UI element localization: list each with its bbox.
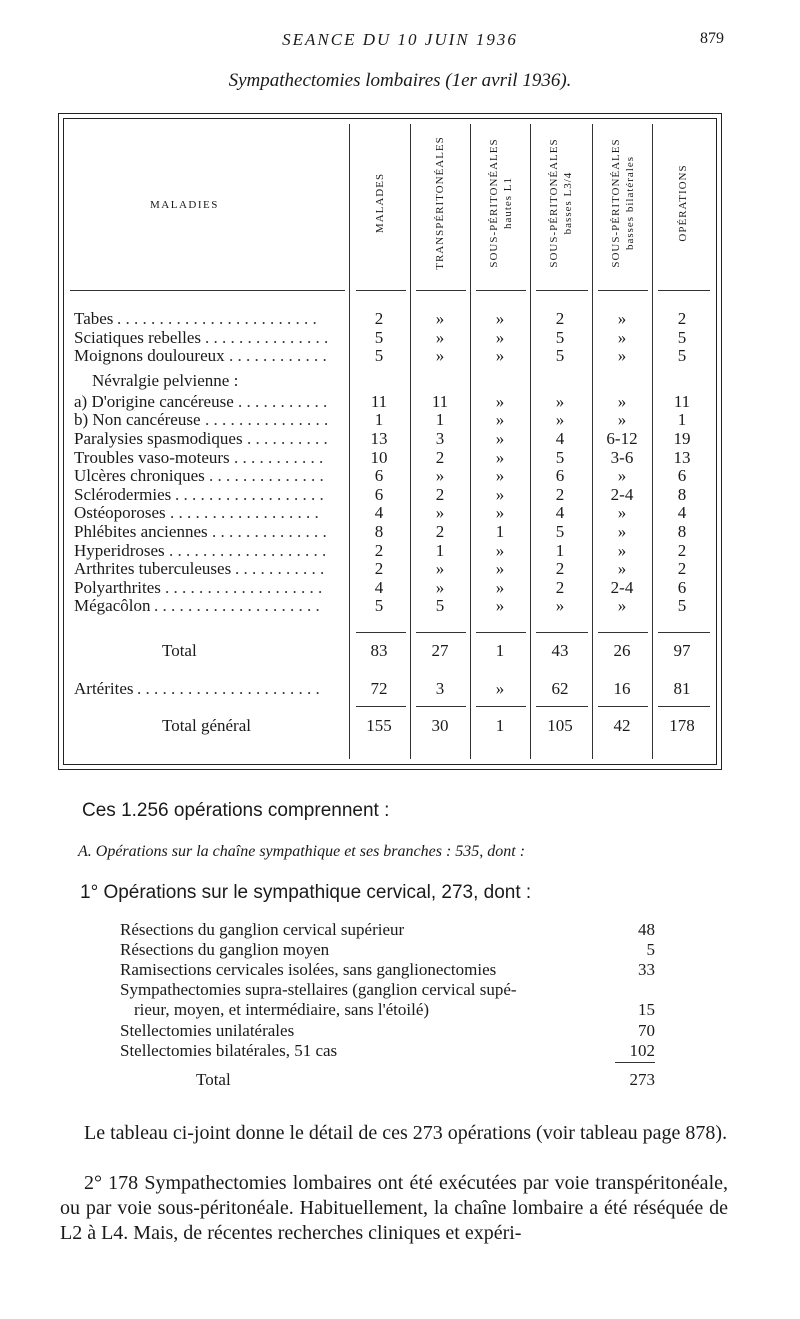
row-label: Artérites [74, 679, 134, 698]
header-rule [416, 290, 466, 291]
row-label: Mégacôlon [74, 596, 151, 616]
table-cell: 2 [555, 309, 565, 328]
leader-dots: . . . . . . . . . . . . . . . . . . . . . . . . [117, 309, 317, 328]
table-cell: » [495, 540, 505, 560]
table-row [0, 485, 800, 503]
table-cell: » [555, 596, 565, 616]
column-header-sous-peritoneales-basses: SOUS-PÉRITONÉALES [548, 138, 560, 268]
table-row [0, 371, 800, 389]
operation-item [120, 1000, 655, 1020]
table-cell: 81 [673, 679, 691, 698]
leader-dots: . . . . . . . . . . . [238, 391, 328, 411]
column-header-transperitoneales: TRANSPÉRITONÉALES [434, 136, 446, 270]
total-value: 273 [629, 1070, 655, 1089]
table-row [0, 503, 800, 521]
table-cell: 105 [547, 716, 573, 735]
table-cell: 1 [435, 410, 445, 430]
table-cell: 11 [431, 391, 449, 411]
table-cell: 5 [555, 447, 565, 467]
table-cell: 2 [555, 559, 565, 579]
table-cell: » [435, 559, 445, 579]
operation-count: 48 [638, 920, 655, 939]
total-rule [598, 632, 648, 633]
table-cell: » [617, 540, 627, 560]
table-cell: 3-6 [610, 447, 634, 467]
table-row [0, 641, 800, 659]
table-cell: » [495, 410, 505, 430]
table-cell: 2 [555, 484, 565, 504]
row-label: Tabes [74, 309, 114, 328]
table-cell: 5 [677, 327, 687, 347]
table-row [0, 466, 800, 484]
total-rule [536, 632, 588, 633]
row-label: Sclérodermies [74, 484, 172, 504]
table-cell: » [617, 327, 627, 347]
table-cell: 5 [555, 522, 565, 541]
table-cell: » [435, 346, 445, 366]
table-row [0, 541, 800, 559]
operation-label: Stellectomies unilatérales [120, 1021, 295, 1040]
table-cell: 5 [374, 596, 384, 616]
table-cell: 83 [370, 641, 388, 660]
table-row [0, 716, 800, 734]
header-rule [476, 290, 526, 291]
table-cell: 1 [677, 410, 687, 430]
total-rule [416, 632, 466, 633]
table-cell: » [495, 466, 505, 486]
column-subheader-bilaterales: basses bilatérales [624, 155, 636, 251]
operation-item [120, 960, 655, 980]
table-row [0, 522, 800, 540]
section-1-heading: 1° Opérations sur le sympathique cervical, 273, dont : [80, 882, 532, 903]
column-header-malades: MALADES [374, 172, 386, 234]
total-rule [658, 632, 710, 633]
row-label: a) D'origine cancéreuse [74, 391, 234, 411]
table-cell: » [617, 503, 627, 523]
table-cell: » [495, 596, 505, 616]
table-cell: » [555, 410, 565, 430]
table-cell: 16 [613, 679, 631, 698]
table-row [0, 328, 800, 346]
table-cell: » [435, 309, 445, 328]
table-cell: 5 [677, 346, 687, 366]
table-cell: 155 [366, 716, 392, 735]
leader-dots: . . . . . . . . . . . . . . . . . . . . . . [137, 679, 320, 698]
row-label: Arthrites tuberculeuses [74, 559, 232, 579]
table-cell: » [495, 679, 505, 698]
table-cell: 42 [613, 716, 631, 735]
section-a-heading: A. Opérations sur la chaîne sympathique et ses branches : 535, dont : [78, 843, 526, 860]
table-cell: 97 [673, 641, 691, 660]
table-cell: 4 [374, 503, 384, 523]
table-cell: 3 [435, 679, 445, 698]
running-title: SEANCE DU 10 JUIN 1936 [282, 30, 518, 49]
table-cell: 5 [555, 346, 565, 366]
total-rule [658, 706, 710, 707]
table-cell: 2 [677, 309, 687, 328]
row-label: Phlébites anciennes [74, 522, 208, 541]
table-cell: » [495, 577, 505, 597]
table-cell: 1 [374, 410, 384, 430]
table-cell: 2-4 [610, 577, 634, 597]
operation-label: Stellectomies bilatérales, 51 cas [120, 1041, 338, 1060]
intro-line: Ces 1.256 opérations comprennent : [82, 800, 390, 821]
table-cell: 27 [431, 641, 449, 660]
total-rule [356, 706, 406, 707]
row-label: Total général [162, 716, 251, 735]
row-label: Polyarthrites [74, 577, 161, 597]
table-cell: 43 [551, 641, 569, 660]
row-label: Hyperidroses [74, 540, 165, 560]
row-label: Sciatiques rebelles [74, 327, 201, 347]
table-cell: » [495, 503, 505, 523]
leader-dots: . . . . . . . . . . . . . . . . . . [175, 484, 324, 504]
operation-count: 102 [629, 1041, 655, 1060]
table-cell: 4 [677, 503, 687, 523]
header-rule [536, 290, 588, 291]
table-cell: 6 [374, 484, 384, 504]
table-cell: 5 [374, 327, 384, 347]
table-cell: 2 [374, 559, 384, 579]
table-row [0, 410, 800, 428]
total-rule [598, 706, 648, 707]
leader-dots: . . . . . . . . . . . . . . . . . . . . [154, 596, 320, 616]
table-cell: » [495, 484, 505, 504]
table-cell: » [435, 503, 445, 523]
table-cell: 2-4 [610, 484, 634, 504]
table-row [0, 429, 800, 447]
table-cell: » [617, 391, 627, 411]
table-cell: 30 [431, 716, 449, 735]
table-cell: » [617, 309, 627, 328]
table-cell: 11 [673, 391, 691, 411]
sum-rule [615, 1062, 655, 1063]
leader-dots: . . . . . . . . . . . . . . [209, 466, 324, 486]
operation-label: Ramisections cervicales isolées, sans ganglionectomies [120, 960, 497, 979]
column-header-sous-peritoneales-bilaterales: SOUS-PÉRITONÉALES [610, 138, 622, 268]
table-cell: 2 [677, 540, 687, 560]
table-cell: » [495, 346, 505, 366]
column-header-sous-peritoneales-hautes: SOUS-PÉRITONÉALES [488, 138, 500, 268]
page-number: 879 [700, 30, 724, 47]
table-cell: » [495, 309, 505, 328]
table-cell: 6 [677, 466, 687, 486]
paragraph-2: 2° 178 Sympathectomies lombaires ont été exécutées par voie transpéritonéale, ou par voie sous-péritonéale. Habituellement, la chaîne lombaire a été réséquée de L2 à L4. Mais, de récentes recherches cliniques et expéri- [60, 1172, 728, 1244]
table-row [0, 596, 800, 614]
header-rule [356, 290, 406, 291]
total-rule [416, 706, 466, 707]
table-title: Sympathectomies lombaires (1er avril 1936). [228, 70, 572, 91]
table-cell: 2 [435, 484, 445, 504]
operation-item [120, 1021, 655, 1041]
leader-dots: . . . . . . . . . . . . [229, 346, 327, 366]
leader-dots: . . . . . . . . . . . . . . [212, 522, 327, 541]
table-cell: » [617, 466, 627, 486]
running-header [0, 30, 800, 54]
table-cell: 5 [555, 327, 565, 347]
operation-item [120, 980, 655, 1000]
table-cell: » [495, 327, 505, 347]
table-cell: 6 [555, 466, 565, 486]
table-cell: » [617, 559, 627, 579]
table-cell: » [617, 410, 627, 430]
table-cell: 2 [435, 447, 445, 467]
table-cell: 13 [673, 447, 691, 467]
table-cell: 2 [374, 540, 384, 560]
table-cell: 2 [555, 577, 565, 597]
row-label: b) Non cancéreuse [74, 410, 201, 430]
operation-count: 15 [638, 1000, 655, 1019]
table-cell: » [435, 577, 445, 597]
table-cell: » [495, 391, 505, 411]
table-cell: 62 [551, 679, 569, 698]
operation-item [120, 1041, 655, 1061]
leader-dots: . . . . . . . . . . . . . . . [205, 327, 329, 347]
table-cell: 178 [669, 716, 695, 735]
leader-dots: . . . . . . . . . . . [235, 559, 325, 579]
column-subheader-basses: basses L3/4 [562, 171, 574, 235]
leader-dots: . . . . . . . . . . [247, 429, 328, 448]
table-row [0, 679, 800, 697]
table-cell: 11 [370, 391, 388, 411]
leader-dots: . . . . . . . . . . . . . . . . . . [170, 503, 319, 523]
table-row [0, 392, 800, 410]
header-rule [70, 290, 345, 291]
total-rule [536, 706, 588, 707]
total-rule [476, 632, 526, 633]
table-cell: 1 [555, 540, 565, 560]
table-cell: » [495, 429, 505, 448]
leader-dots: . . . . . . . . . . . . . . . . . . . [169, 540, 327, 560]
table-cell: 1 [495, 641, 505, 660]
row-label: Moignons douloureux [74, 346, 225, 366]
row-header-maladies: MALADIES [150, 199, 219, 211]
total-label: Total [196, 1070, 231, 1089]
table-cell: 6 [374, 466, 384, 486]
paragraph-1: Le tableau ci-joint donne le détail de ces 273 opérations (voir tableau page 878). [84, 1122, 728, 1144]
table-cell: 1 [495, 522, 505, 541]
table-row [0, 559, 800, 577]
leader-dots: . . . . . . . . . . . . . . . [205, 410, 329, 430]
row-label: Troubles vaso-moteurs [74, 447, 230, 467]
row-label: Névralgie pelvienne : [92, 370, 239, 390]
table-cell: 2 [374, 309, 384, 328]
table-cell: 19 [673, 429, 691, 448]
table-cell: 26 [613, 641, 631, 660]
table-cell: 2 [435, 522, 445, 541]
table-cell: » [617, 346, 627, 366]
column-header-operations: OPÉRATIONS [677, 164, 689, 242]
table-cell: » [617, 596, 627, 616]
leader-dots: . . . . . . . . . . . [234, 447, 324, 467]
table-cell: 4 [555, 429, 565, 448]
table-cell: 8 [374, 522, 384, 541]
table-cell: 72 [370, 679, 388, 698]
total-rule [356, 632, 406, 633]
operation-label: rieur, moyen, et intermédiaire, sans l'étoilé) [134, 1000, 430, 1019]
table-cell: 4 [555, 503, 565, 523]
leader-dots: . . . . . . . . . . . . . . . . . . . [165, 577, 323, 597]
total-rule [476, 706, 526, 707]
table-cell: 5 [374, 346, 384, 366]
table-cell: » [495, 559, 505, 579]
table-row [0, 578, 800, 596]
row-label: Ostéoporoses [74, 503, 166, 523]
table-row [0, 448, 800, 466]
table-cell: 8 [677, 484, 687, 504]
row-label: Paralysies spasmodiques [74, 429, 243, 448]
row-label: Ulcères chroniques [74, 466, 205, 486]
table-cell: » [435, 466, 445, 486]
table-cell: » [435, 327, 445, 347]
column-subheader-hautes: hautes L1 [502, 176, 514, 230]
table-cell: 2 [677, 559, 687, 579]
table-cell: 10 [370, 447, 388, 467]
operation-label: Résections du ganglion moyen [120, 940, 330, 959]
table-cell: 3 [435, 429, 445, 448]
table-cell: 8 [677, 522, 687, 541]
table-cell: » [617, 522, 627, 541]
operation-label: Sympathectomies supra-stellaires (ganglion cervical supé- [120, 980, 517, 999]
table-cell: 6-12 [606, 429, 638, 448]
table-cell: 5 [677, 596, 687, 616]
table-row [0, 346, 800, 364]
operation-count: 33 [638, 960, 655, 979]
operation-total [120, 1070, 655, 1090]
table-cell: 5 [435, 596, 445, 616]
table-cell: 6 [677, 577, 687, 597]
row-label: Total [162, 641, 197, 660]
table-cell: » [555, 391, 565, 411]
table-row [0, 309, 800, 327]
table-cell: 4 [374, 577, 384, 597]
table-cell: 13 [370, 429, 388, 448]
table-cell: 1 [495, 716, 505, 735]
table-cell: 1 [435, 540, 445, 560]
operation-count: 70 [638, 1021, 655, 1040]
header-rule [598, 290, 648, 291]
operation-count: 5 [646, 940, 655, 959]
operation-item [120, 940, 655, 960]
table-cell: » [495, 447, 505, 467]
operation-label: Résections du ganglion cervical supérieur [120, 920, 405, 939]
header-rule [658, 290, 710, 291]
operation-item [120, 920, 655, 940]
